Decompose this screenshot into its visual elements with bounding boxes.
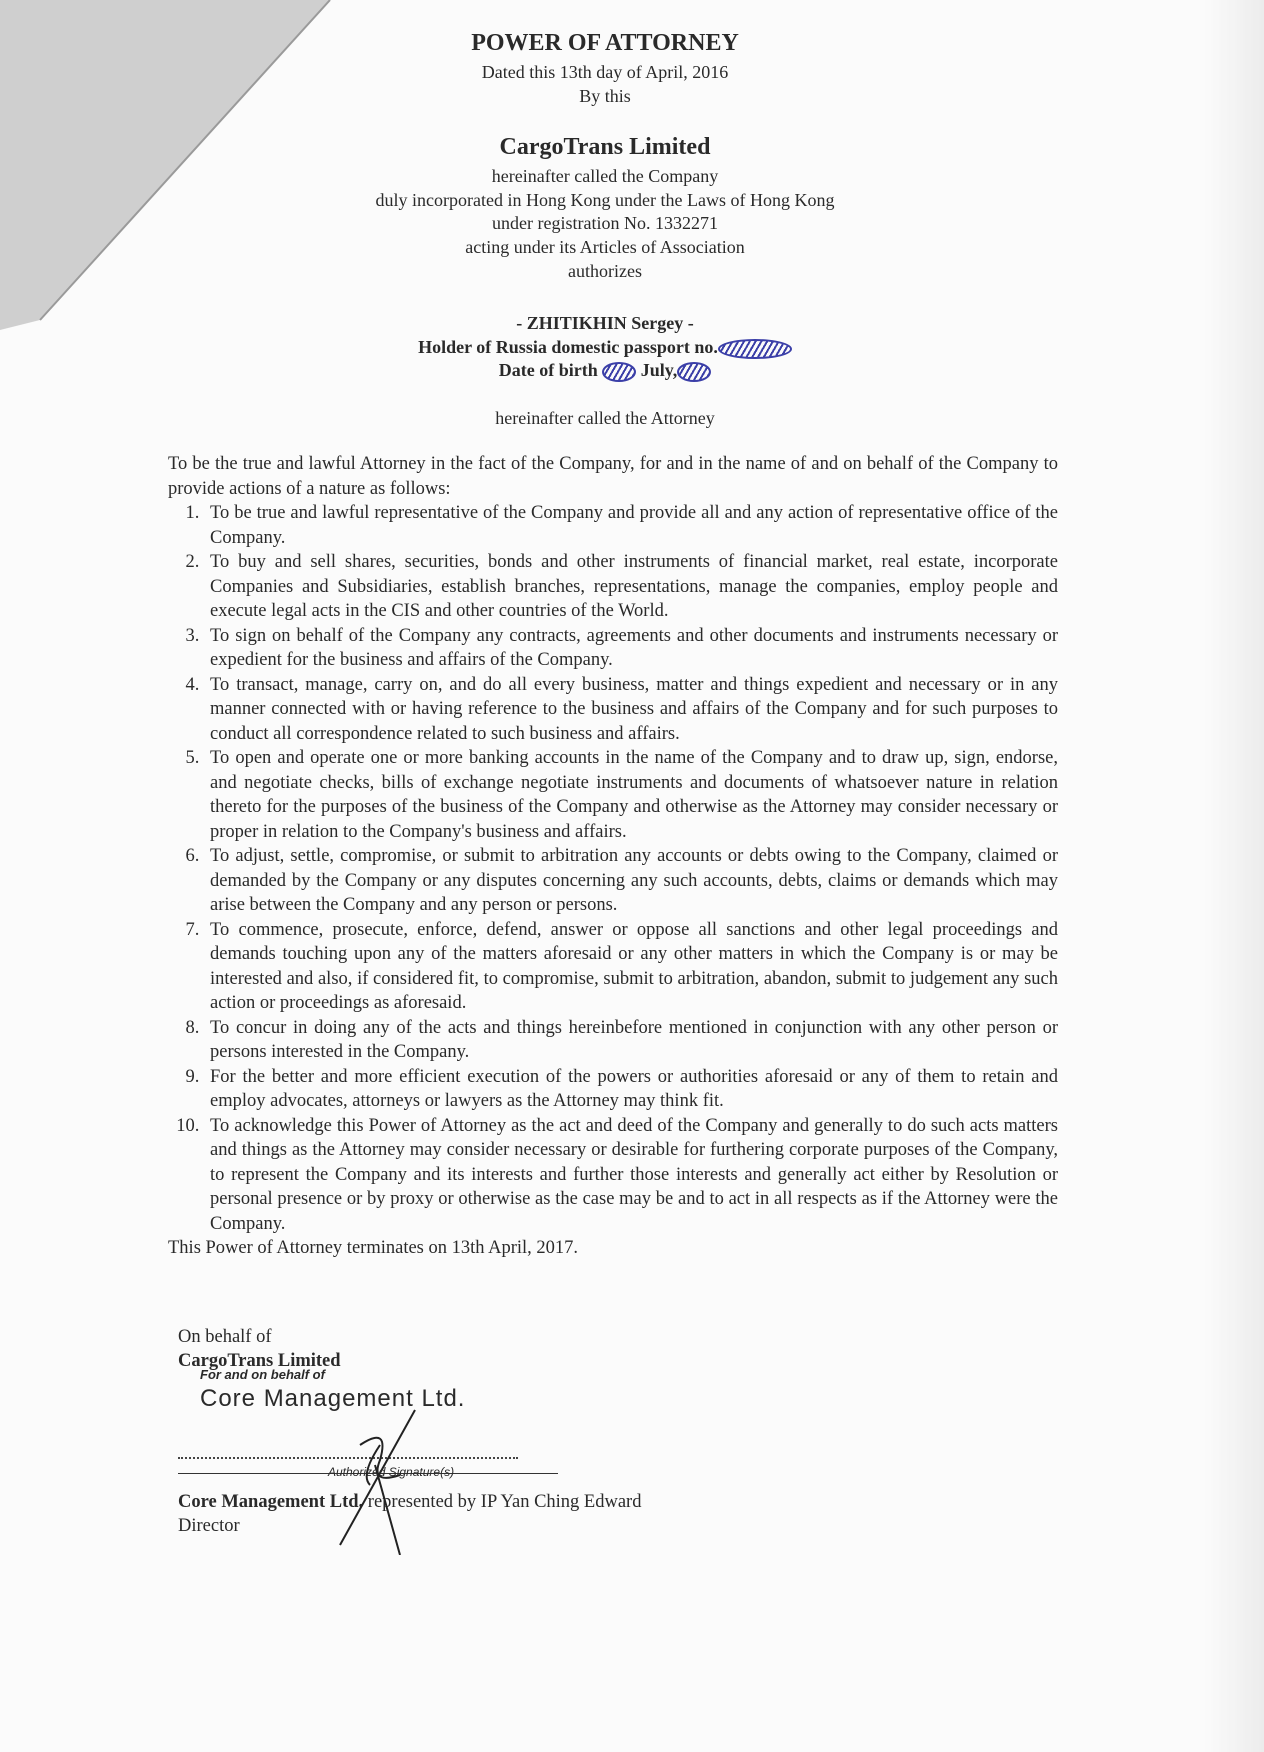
power-item: 9. For the better and more efficient execution of the powers or authorities aforesaid or any of them to retain and employ advocates, attorneys or lawyers as the Attorney may think fit.	[204, 1065, 1058, 1114]
attorney-name: - ZHITIKHIN Sergey -	[516, 313, 694, 333]
signatory-company: Core Management Ltd.	[178, 1492, 364, 1512]
handwritten-signature	[320, 1405, 480, 1555]
power-item: 10. To acknowledge this Power of Attorney as the act and deed of the Company and generally to do such acts matters and things as the Attorney may consider necessary or desirable for furthering corporate purposes of the Company, to represent the Company and its interests and further those interests and generally act either by Resolution or personal presence or by proxy or otherwise as the case may be and to act in all respects as if the Attorney were the Company.	[204, 1114, 1058, 1237]
attorney-called: hereinafter called the Attorney	[495, 408, 715, 428]
power-item: 3. To sign on behalf of the Company any contracts, agreements and other documents and instruments necessary or expedient for the business and affairs of the Company.	[204, 624, 1058, 673]
dob-month: July,	[640, 360, 678, 380]
scan-edge-shadow	[1204, 0, 1264, 1752]
signatory-rest: represented by IP Yan Ching Edward	[363, 1492, 642, 1512]
power-item: 2. To buy and sell shares, securities, bonds and other instruments of financial market, real estate, incorporate Companies and Subsidiaries, establish branches, representations, manage the companies, employ people and execute legal acts in the CIS and other countries of the World.	[204, 550, 1058, 624]
company-name: CargoTrans Limited	[499, 134, 711, 160]
power-item: 4. To transact, manage, carry on, and do all every business, matter and things expedient and necessary or in any manner connected with or having reference to the business and affairs of the Company and for such purposes to conduct all correspondence related to such business and affairs.	[204, 673, 1058, 747]
signatory-title: Director	[178, 1516, 240, 1536]
document-title: POWER OF ATTORNEY	[471, 30, 739, 56]
company-line: authorizes	[568, 261, 642, 281]
dob-line	[0, 360, 1210, 382]
power-item: 5. To open and operate one or more banking accounts in the name of the Company and to draw up, sign, endorse, and negotiate checks, bills of exchange negotiate instruments and documents of whatsoever nature in relation thereto for the purposes of the business of the Company and otherwise as the Attorney may consider necessary or proper in relation to the Company's business and affairs.	[204, 746, 1058, 844]
company-line: acting under its Articles of Association	[465, 237, 745, 257]
power-item: 1. To be true and lawful representative of the Company and provide all and any action of representative office of the Company.	[204, 501, 1058, 550]
redaction-scribble	[718, 339, 792, 359]
passport-line	[0, 337, 1210, 359]
redaction-scribble	[602, 362, 636, 382]
by-this: By this	[579, 86, 631, 106]
termination-line: This Power of Attorney terminates on 13th April, 2017.	[168, 1238, 579, 1258]
stamp-company: Core Management Ltd.	[200, 1385, 466, 1412]
intro-paragraph: To be the true and lawful Attorney in the fact of the Company, for and in the name of and on behalf of the Company to provide actions of a nature as follows:	[168, 454, 1058, 499]
powers-list	[168, 501, 1058, 1236]
dob-label: Date of birth	[498, 360, 598, 380]
passport-label: Holder of Russia domestic passport no.	[418, 337, 718, 357]
power-item: 6. To adjust, settle, compromise, or submit to arbitration any accounts or debts owing to the Company, claimed or demanded by the Company or any disputes concerning any such accounts, debts, claims or demands which may arise between the Company and any person or persons.	[204, 844, 1058, 918]
on-behalf-label: On behalf of	[178, 1327, 272, 1347]
company-line: hereinafter called the Company	[491, 166, 719, 186]
stamp-text-small: For and on behalf of	[200, 1367, 325, 1382]
dated-line: Dated this 13th day of April, 2016	[481, 62, 729, 82]
power-item: 7. To commence, prosecute, enforce, defend, answer or oppose all sanctions and other legal proceedings and demands touching upon any of the matters aforesaid or any other matters in which the Company is or may be interested and also, if considered fit, to compromise, submit to arbitration, abandon, submit to judgement any such action or proceedings as aforesaid.	[204, 918, 1058, 1016]
power-item: 8. To concur in doing any of the acts and things hereinbefore mentioned in conjunction with any other person or persons interested in the Company.	[204, 1016, 1058, 1065]
redaction-scribble	[677, 362, 711, 382]
company-line: under registration No. 1332271	[492, 213, 718, 233]
signing-company: CargoTrans Limited	[178, 1351, 341, 1371]
stamp-caption: Authorized Signature(s)	[328, 1465, 455, 1479]
document-body	[168, 452, 1058, 1261]
company-line: duly incorporated in Hong Kong under the Laws of Hong Kong	[375, 190, 835, 210]
